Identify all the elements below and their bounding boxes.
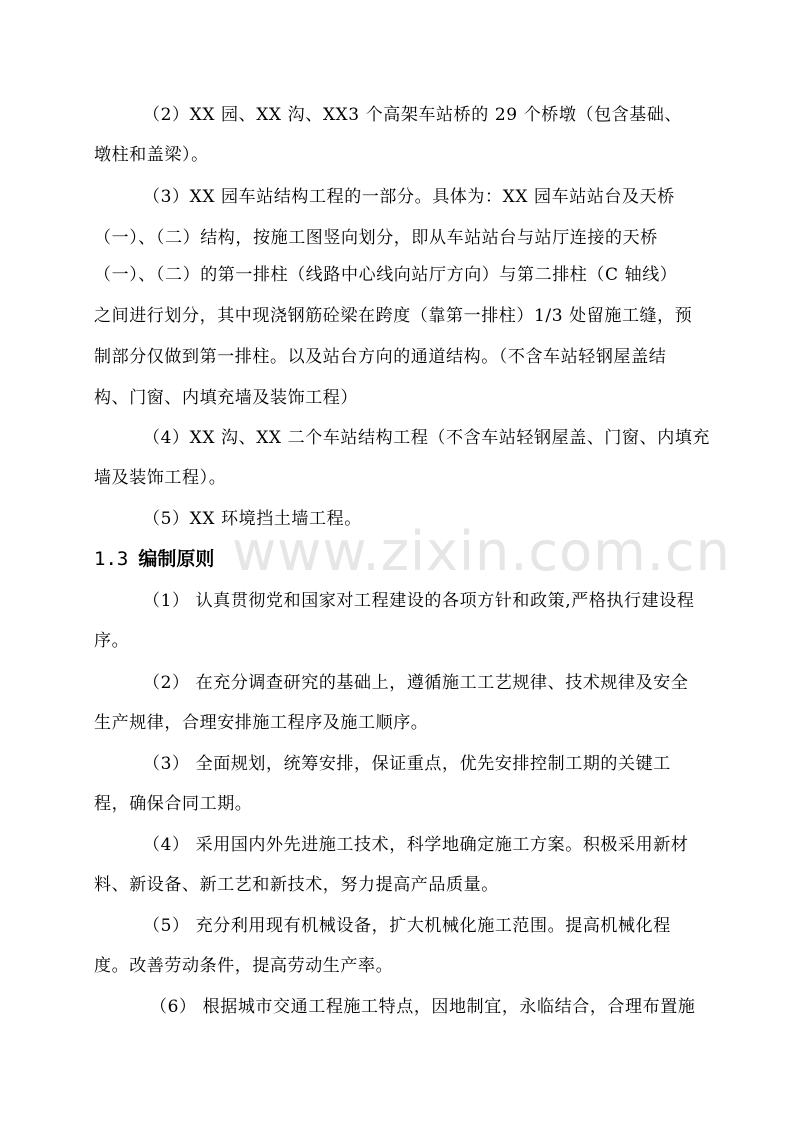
scope-item-3-line-5: 制部分仅做到第一排柱。以及站台方向的通道结构。（不含车站轻钢屋盖结 xyxy=(94,347,667,367)
watermark: www.zixin.com.cn xyxy=(232,520,731,583)
scope-item-3-line-2: （一）、（二）结构，按施工图竖向划分，即从车站站台与站厅连接的天桥 xyxy=(94,228,658,248)
scope-item-2-line-1: （2）XX 园、XX 沟、XX3 个高架车站桥的 29 个桥墩（包含基础、 xyxy=(143,105,683,125)
scope-item-3-line-1: （3）XX 园车站结构工程的一部分。具体为：XX 园车站站台及天桥 xyxy=(143,187,675,207)
principle-1-line-2: 序。 xyxy=(94,631,130,651)
scope-item-4-line-2: 墙及装饰工程）。 xyxy=(94,468,227,488)
principle-2-line-1: （2） 在充分调查研究的基础上，遵循施工工艺规律、技术规律及安全 xyxy=(143,673,689,693)
section-number: 1.3 xyxy=(94,548,129,570)
principle-5-line-2: 度。改善劳动条件，提高劳动生产率。 xyxy=(94,956,394,976)
scope-item-2-line-2: 墩柱和盖梁）。 xyxy=(94,145,209,165)
section-heading xyxy=(94,547,214,571)
section-title: 编制原则 xyxy=(138,548,215,570)
principle-3-line-1: （3） 全面规划，统筹安排，保证重点，优先安排控制工期的关键工 xyxy=(143,754,671,774)
scope-item-5-line-1: （5）XX 环境挡土墙工程。 xyxy=(143,509,362,529)
principle-1-line-1: （1） 认真贯彻党和国家对工程建设的各项方针和政策,严格执行建设程 xyxy=(143,591,695,611)
scope-item-4-line-1: （4）XX 沟、XX 二个车站结构工程（不含车站轻钢屋盖、门窗、内填充 xyxy=(143,428,711,448)
principle-2-line-2: 生产规律，合理安排施工程序及施工顺序。 xyxy=(94,713,429,733)
principle-5-line-1: （5） 充分利用现有机械设备，扩大机械化施工范围。提高机械化程 xyxy=(143,916,671,936)
principle-6-line-1: （6） 根据城市交通工程施工特点，因地制宜，永临结合，合理布置施 xyxy=(150,997,696,1017)
scope-item-3-line-6: 构、门窗、内填充墙及装饰工程） xyxy=(94,388,358,408)
principle-4-line-2: 料、新设备、新工艺和新技术，努力提高产品质量。 xyxy=(94,875,499,895)
scope-item-3-line-4: 之间进行划分，其中现浇钢筋砼梁在跨度（靠第一排柱）1/3 处留施工缝，预 xyxy=(94,306,693,326)
principle-4-line-1: （4） 采用国内外先进施工技术，科学地确定施工方案。积极采用新材 xyxy=(143,835,689,855)
scope-item-3-line-3: （一）、（二）的第一排柱（线路中心线向站厅方向）与第二排柱（C 轴线） xyxy=(94,265,678,285)
principle-3-line-2: 程，确保合同工期。 xyxy=(94,794,253,814)
